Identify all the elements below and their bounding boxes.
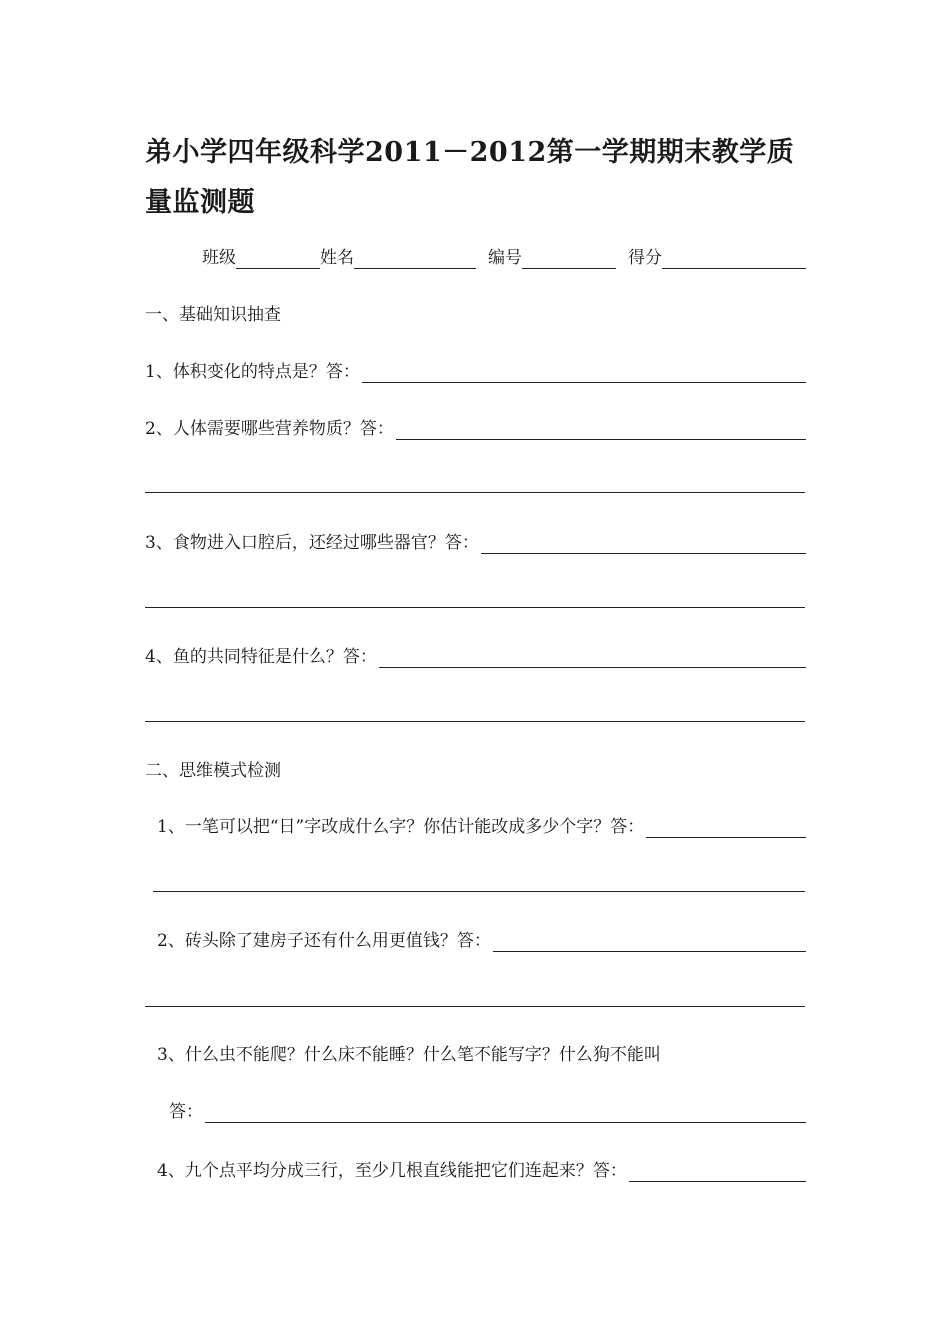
answer-line-extra[interactable] <box>145 721 805 722</box>
question-text: 3、食物进入口腔后，还经过哪些器官？答： <box>145 533 479 553</box>
answer-line-extra[interactable] <box>145 607 805 608</box>
question-1-2 <box>145 418 806 440</box>
answer-line[interactable] <box>396 421 806 440</box>
question-1-4 <box>145 646 806 668</box>
score-label: 得分 <box>628 248 662 268</box>
question-text: 4、鱼的共同特征是什么？答： <box>145 647 377 667</box>
score-blank[interactable] <box>662 250 806 269</box>
question-2-3-answer <box>169 1101 806 1123</box>
question-text: 1、体积变化的特点是？答： <box>145 362 360 382</box>
class-label: 班级 <box>202 248 236 268</box>
section1-heading <box>145 304 281 326</box>
answer-line[interactable] <box>646 819 806 838</box>
section2-heading-text: 二、思维模式检测 <box>145 761 281 781</box>
answer-line[interactable] <box>362 364 806 383</box>
page-title: 弟小学四年级科学2011－2012第一学期期末教学质量监测题 <box>145 137 795 218</box>
class-blank[interactable] <box>236 250 320 269</box>
section2-heading <box>145 760 281 782</box>
answer-label: 答： <box>169 1102 203 1122</box>
answer-line-extra[interactable] <box>153 891 805 892</box>
question-text: 2、人体需要哪些营养物质？答： <box>145 419 394 439</box>
answer-line[interactable] <box>205 1104 806 1123</box>
question-2-3 <box>157 1044 661 1066</box>
question-1-3 <box>145 532 806 554</box>
question-text: 2、砖头除了建房子还有什么用更值钱？答： <box>157 931 491 951</box>
answer-line[interactable] <box>481 535 806 554</box>
name-blank[interactable] <box>354 250 476 269</box>
number-blank[interactable] <box>522 250 616 269</box>
question-1-1 <box>145 361 806 383</box>
answer-line-extra[interactable] <box>145 1006 805 1007</box>
answer-line[interactable] <box>493 933 806 952</box>
question-2-4 <box>157 1160 806 1182</box>
question-text: 3、什么虫不能爬？什么床不能睡？什么笔不能写字？什么狗不能叫 <box>157 1045 661 1065</box>
name-label: 姓名 <box>320 248 354 268</box>
answer-line[interactable] <box>379 649 806 668</box>
number-label: 编号 <box>488 248 522 268</box>
question-2-2 <box>157 930 806 952</box>
question-text: 4、九个点平均分成三行，至少几根直线能把它们连起来？答： <box>157 1161 627 1181</box>
student-info-row <box>202 247 806 269</box>
question-2-1 <box>157 816 806 838</box>
answer-line[interactable] <box>629 1163 806 1182</box>
section1-heading-text: 一、基础知识抽查 <box>145 305 281 325</box>
question-text: 1、一笔可以把“日”字改成什么字？你估计能改成多少个字？答： <box>157 817 645 837</box>
answer-line-extra[interactable] <box>145 492 805 493</box>
